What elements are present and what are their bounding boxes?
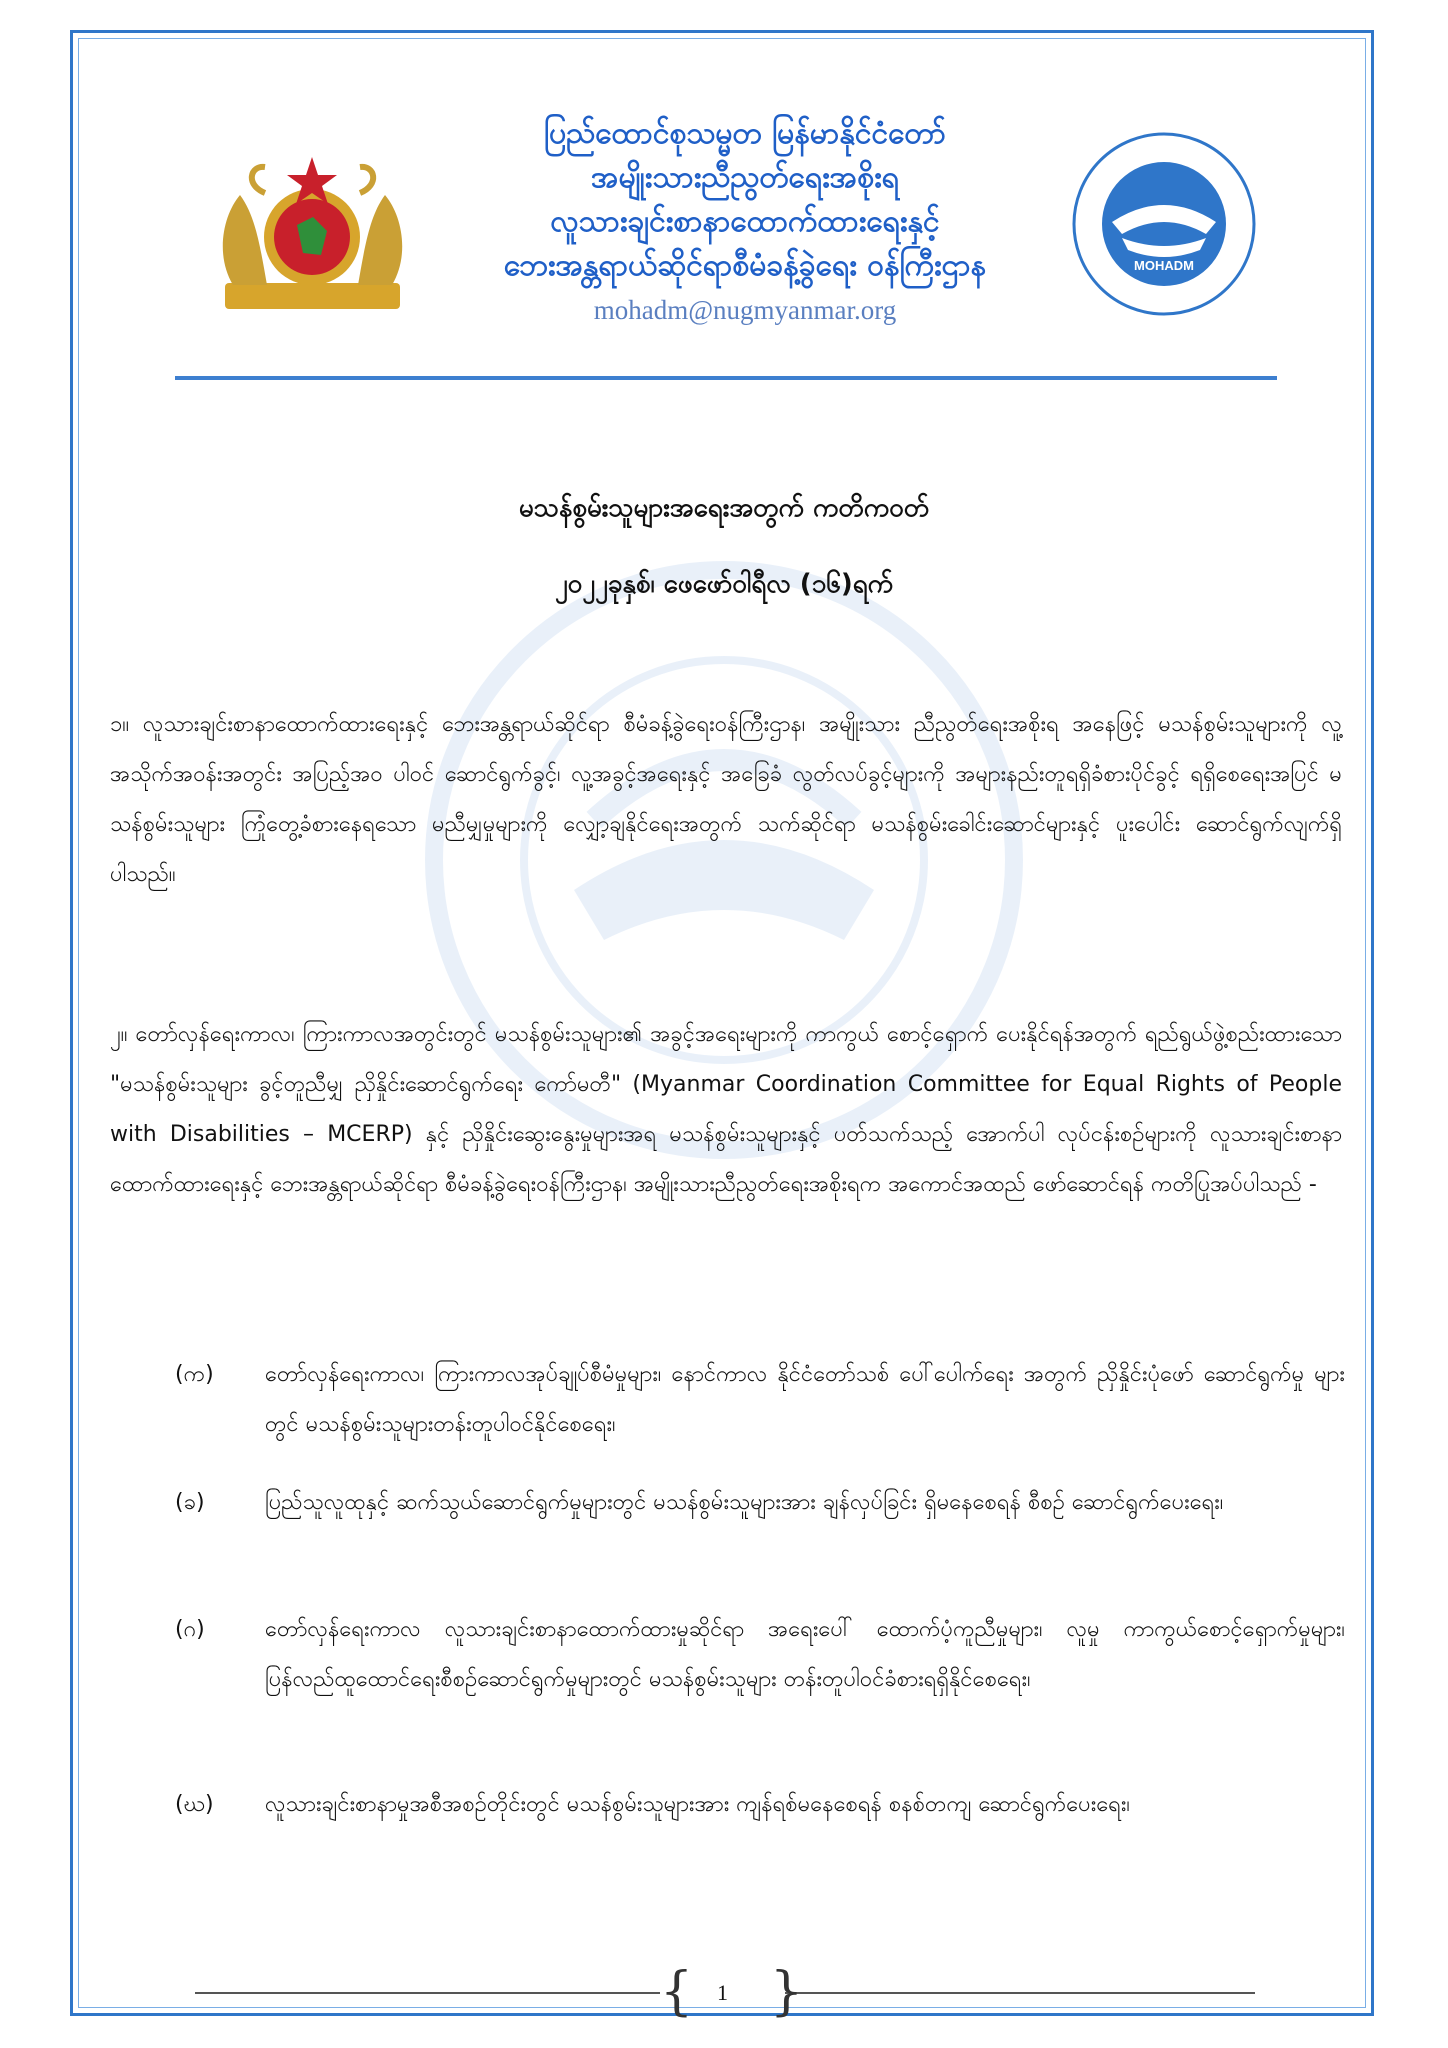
list-item-text: ပြည်သူလူထုနှင့် ဆက်သွယ်ဆောင်ရွက်မှုများတွင် မသန်စွမ်းသူများအား ချန်လှပ်ခြင်း ရှိမနေစေရန် စီစဉ် ဆောင်ရွက်ပေးရေး၊ bbox=[265, 1490, 1224, 1515]
list-item bbox=[175, 1350, 1345, 1450]
ministry-header bbox=[450, 112, 1040, 328]
mohadm-logo-icon bbox=[1070, 130, 1258, 318]
ministry-email: mohadm@nugmyanmar.org bbox=[593, 295, 897, 325]
org-line-4: ဘေးအန္တရာယ်ဆိုင်ရာစီမံခန့်ခွဲရေး ဝန်ကြီးဌာန bbox=[503, 248, 987, 283]
header-divider bbox=[175, 376, 1277, 380]
org-line-2: အမျိုးသားညီညွတ်ရေးအစိုးရ bbox=[591, 160, 899, 195]
list-item bbox=[175, 1605, 1345, 1705]
paragraph-text: လူသားချင်းစာနာထောက်ထားရေးနှင့် ဘေးအန္တရာယ်ဆိုင်ရာ စီမံခန့်ခွဲရေးဝန်ကြီးဌာန၊ အမျိုးသား ညီညွတ်ရေးအစိုးရ အနေဖြင့် မသန်စွမ်းသူများကို လူ့အသိုက်အဝန်းအတွင်း အပြည့်အဝ ပါဝင် ဆောင်ရွက်ခွင့်၊ လူ့အခွင့်အရေးနှင့် အခြေခံ လွတ်လပ်ခွင့်များကို အများနည်းတူရရှိခံစားပိုင်ခွင့် ရရှိစေရေးအပြင် မသန်စွမ်းသူများ ကြုံတွေ့ခံစားနေရသော မညီမျှမှုများကို လျှော့ချနိုင်ရေးအတွက် သက်ဆိုင်ရာ မသန်စွမ်းခေါင်းဆောင်များနှင့် ပူးပေါင်း ဆောင်ရွက်လျက်ရှိပါသည်။ bbox=[110, 712, 1342, 887]
list-item-label: (ခ) bbox=[175, 1490, 205, 1515]
list-item-label: (ဂ) bbox=[175, 1617, 205, 1642]
list-item bbox=[175, 1780, 1345, 1830]
list-item-label: (က) bbox=[175, 1362, 214, 1387]
left-brace-icon: { bbox=[660, 1962, 694, 2022]
paragraph-number: ၁။ bbox=[110, 712, 130, 737]
footer-rule-right bbox=[785, 1992, 1255, 1994]
list-item-text: တော်လှန်ရေးကာလ လူသားချင်းစာနာထောက်ထားမှုဆိုင်ရာ အရေးပေါ် ထောက်ပံ့ကူညီမှုများ၊ လူမှု ကာကွယ်စောင့်ရှောက်မှုများ၊ ပြန်လည်ထူထောင်ရေးစီစဉ်ဆောင်ရွက်မှုများတွင် မသန်စွမ်းသူများ တန်းတူပါဝင်ခံစားရရှိနိုင်စေရေး၊ bbox=[265, 1617, 1345, 1692]
page-number: 1 bbox=[717, 1980, 728, 2005]
logo-text: MOHADM bbox=[1134, 258, 1194, 273]
org-line-1: ပြည်ထောင်စုသမ္မတ မြန်မာနိုင်ငံတော် bbox=[544, 116, 946, 151]
paragraph-1 bbox=[110, 700, 1342, 900]
list-item-text: လူသားချင်းစာနာမှုအစီအစဉ်တိုင်းတွင် မသန်စွမ်းသူများအား ကျန်ရစ်မနေစေရန် စနစ်တကျ ဆောင်ရွက်ပေးရေး၊ bbox=[265, 1792, 1130, 1817]
document-title: မသန်စွမ်းသူများအရေးအတွက် ကတိကဝတ် bbox=[518, 493, 930, 523]
org-line-3: လူသားချင်းစာနာထောက်ထားရေးနှင့် bbox=[550, 204, 940, 239]
right-brace-icon: } bbox=[770, 1962, 804, 2022]
list-item-text: တော်လှန်ရေးကာလ၊ ကြားကာလအုပ်ချုပ်စီမံမှုများ၊ နောင်ကာလ နိုင်ငံတော်သစ် ပေါ်ပေါက်ရေး အတွက် ညှိနှိုင်းပုံဖော် ဆောင်ရွက်မှု များတွင် မသန်စွမ်းသူများတန်းတူပါဝင်နိုင်စေရေး၊ bbox=[265, 1362, 1345, 1437]
list-item-label: (ဃ) bbox=[175, 1792, 214, 1817]
paragraph-2 bbox=[110, 1010, 1342, 1210]
list-item bbox=[175, 1478, 1345, 1528]
document-date: ၂၀၂၂ခုနှစ်၊ ဖေဖော်ဝါရီလ (၁၆)ရက် bbox=[554, 569, 894, 599]
state-emblem-icon bbox=[205, 145, 420, 320]
paragraph-text: တော်လှန်ရေးကာလ၊ ကြားကာလအတွင်းတွင် မသန်စွမ်းသူများ၏ အခွင့်အရေးများကို ကာကွယ် စောင့်ရှောက် ပေးနိုင်ရန်အတွက် ရည်ရွယ်ဖွဲ့စည်းထားသော "မသန်စွမ်းသူများ ခွင့်တူညီမျှ ညှိနှိုင်းဆောင်ရွက်ရေး ကော်မတီ" (Myanmar Coordination Committee for Equal Rights of People with Disabilities – MCERP) နှင့် ညှိနှိုင်းဆွေးနွေးမှုများအရ မသန်စွမ်းသူများနှင့် ပတ်သက်သည့် အောက်ပါ လုပ်ငန်းစဉ်များကို လူသားချင်းစာနာ ထောက်ထားရေးနှင့် ဘေးအန္တရာယ်ဆိုင်ရာ စီမံခန့်ခွဲရေးဝန်ကြီးဌာန၊ အမျိုးသားညီညွတ်ရေးအစိုးရက အကောင်အထည် ဖော်ဆောင်ရန် ကတိပြုအပ်ပါသည် - bbox=[110, 1022, 1342, 1197]
footer-rule-left bbox=[195, 1992, 660, 1994]
paragraph-number: ၂။ bbox=[110, 1022, 128, 1047]
